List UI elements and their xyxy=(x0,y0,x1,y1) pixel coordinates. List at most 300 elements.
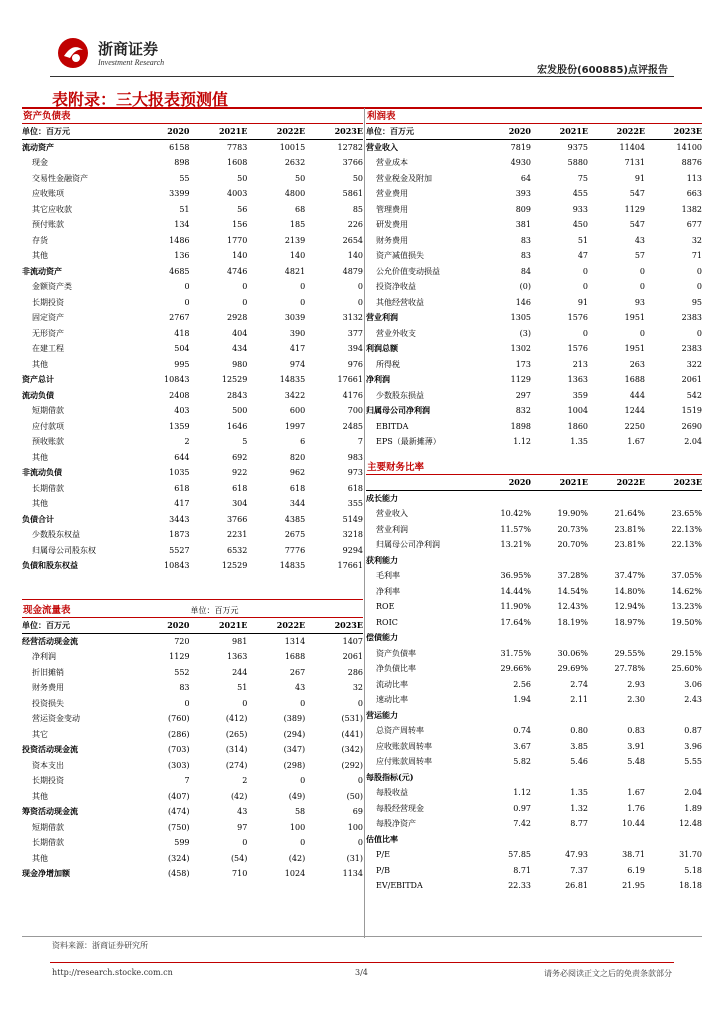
cell-value: 57.85 xyxy=(508,850,531,860)
cell-value: 3766 xyxy=(342,158,364,168)
cell-value: 18.18 xyxy=(679,881,702,891)
cell-value: 0.87 xyxy=(684,726,702,736)
row-label: 长期借款 xyxy=(32,483,64,493)
cell-value: (49) xyxy=(288,791,306,801)
cell-value: (303) xyxy=(168,760,190,770)
table-row xyxy=(22,543,363,559)
report-title: 宏发股份(600885)点评报告 xyxy=(537,65,668,76)
cell-value: 359 xyxy=(572,390,588,400)
table-row xyxy=(366,403,702,419)
row-label: 营业费用 xyxy=(376,189,408,199)
table-row xyxy=(22,171,363,187)
cell-value: 504 xyxy=(174,344,190,354)
cell-value: (314) xyxy=(225,745,248,755)
cell-value: 5880 xyxy=(567,158,588,168)
table-row xyxy=(22,773,363,789)
cell-value: 37.05% xyxy=(671,571,702,581)
row-label: 投资活动现金流 xyxy=(22,744,78,755)
cell-value: 1873 xyxy=(169,530,190,540)
table-row xyxy=(366,801,702,817)
cell-value: 75 xyxy=(577,173,588,183)
cell-value: 1363 xyxy=(567,375,588,385)
cell-value: (42) xyxy=(288,853,306,863)
cell-value: 5.46 xyxy=(570,757,588,767)
cell-value: 1363 xyxy=(227,652,248,662)
row-label: 营业税金及附加 xyxy=(376,173,432,183)
cell-value: 32 xyxy=(352,683,364,693)
cell-value: 140 xyxy=(289,251,306,261)
row-label: 归属母公司股东权 xyxy=(32,545,96,555)
cell-value: 1314 xyxy=(284,636,306,646)
cell-value: 23.81% xyxy=(614,540,645,550)
table-row xyxy=(366,692,702,708)
cell-value: 974 xyxy=(289,359,306,369)
table-row xyxy=(22,403,363,419)
cell-value: 809 xyxy=(515,204,531,214)
table-row xyxy=(22,835,363,851)
table-row xyxy=(366,770,702,786)
cell-value: 10843 xyxy=(164,375,190,385)
cell-value: 0 xyxy=(582,328,588,338)
cell-value: 7131 xyxy=(624,158,645,168)
cell-value: 1129 xyxy=(169,652,190,662)
cell-value: 677 xyxy=(686,220,702,230)
row-label: 投资净收益 xyxy=(376,282,416,292)
year-label: 2021E xyxy=(559,476,588,487)
table-row xyxy=(22,326,363,342)
cell-value: 2654 xyxy=(342,235,364,245)
row-label: 营运能力 xyxy=(366,709,398,720)
cell-value: 2485 xyxy=(342,421,364,431)
cell-value: 140 xyxy=(347,251,364,261)
table-row xyxy=(366,202,702,218)
table-row xyxy=(22,820,363,836)
cell-value: 3.91 xyxy=(627,741,645,751)
table-row xyxy=(22,804,363,820)
row-label: 流动资产 xyxy=(22,141,54,152)
cell-value: (407) xyxy=(168,791,190,801)
table-row xyxy=(22,357,363,373)
cell-value: 1302 xyxy=(510,344,531,354)
cell-value: 0 xyxy=(184,282,190,292)
cell-value: 5.82 xyxy=(513,757,531,767)
cell-value: 22.13% xyxy=(671,540,702,550)
cell-value: 1.76 xyxy=(627,803,645,813)
table-title: 主要财务比率 xyxy=(366,461,702,475)
table-row xyxy=(22,450,363,466)
cell-value: 12.48 xyxy=(679,819,702,829)
cell-value: (389) xyxy=(283,714,306,724)
cell-value: 185 xyxy=(289,220,306,230)
year-label: 2020 xyxy=(167,125,190,136)
ratios-table xyxy=(366,461,702,894)
footer-url[interactable]: http://research.stocke.com.cn xyxy=(52,968,173,977)
table-title xyxy=(22,604,363,618)
cell-value: 2231 xyxy=(227,530,248,540)
cell-value: 173 xyxy=(515,359,531,369)
table-row xyxy=(22,419,363,435)
cell-value: 0 xyxy=(300,776,306,786)
table-row xyxy=(366,739,702,755)
cell-value: 599 xyxy=(174,838,190,848)
cell-value: 18.19% xyxy=(557,617,588,627)
cell-value: 1407 xyxy=(342,636,363,646)
table-row xyxy=(366,584,702,600)
cell-value: 0 xyxy=(639,266,645,276)
row-label: 每股经营现金 xyxy=(376,803,424,813)
year-label: 2022E xyxy=(276,125,306,136)
cell-value: 83 xyxy=(179,683,190,693)
table-row xyxy=(22,217,363,233)
cell-value: 263 xyxy=(629,359,645,369)
section-divider xyxy=(22,599,363,600)
row-label: 固定资产 xyxy=(32,313,64,323)
cell-value: 1519 xyxy=(681,406,702,416)
table-row xyxy=(366,248,702,264)
cell-value: 663 xyxy=(686,189,702,199)
cell-value: 500 xyxy=(232,406,248,416)
table-row xyxy=(366,233,702,249)
cell-value: 51 xyxy=(237,683,248,693)
cell-value: 83 xyxy=(520,251,531,261)
table-row xyxy=(366,279,702,295)
cell-value: 2675 xyxy=(284,530,306,540)
cell-value: 17661 xyxy=(337,561,363,571)
cell-value: 64 xyxy=(520,173,531,183)
cell-value: 644 xyxy=(174,452,190,462)
table-row xyxy=(22,789,363,805)
table-row xyxy=(366,708,702,724)
cell-value: 58 xyxy=(294,807,306,817)
row-label: 营业利润 xyxy=(366,312,398,323)
cell-value: 0.74 xyxy=(513,726,531,736)
cell-value: 8876 xyxy=(681,158,702,168)
cell-value: 1129 xyxy=(510,375,531,385)
cell-value: 5861 xyxy=(342,189,364,199)
cell-value: 0.83 xyxy=(627,726,645,736)
cell-value: 43 xyxy=(295,683,306,693)
table-row xyxy=(22,851,363,867)
cell-value: 2250 xyxy=(624,421,645,431)
table-row xyxy=(366,295,702,311)
table-row xyxy=(366,785,702,801)
table-row xyxy=(366,186,702,202)
cell-value: 3.06 xyxy=(684,679,702,689)
cell-value: 0 xyxy=(582,266,588,276)
cell-value: 4003 xyxy=(227,189,248,199)
cell-value: 3039 xyxy=(284,313,306,323)
cell-value: (474) xyxy=(167,807,190,817)
row-label: 其他 xyxy=(32,251,48,261)
cell-value: 980 xyxy=(232,359,248,369)
row-label: 其他 xyxy=(32,499,48,509)
cell-value: 3218 xyxy=(342,530,364,540)
table-row xyxy=(22,680,363,696)
cell-value: 51 xyxy=(179,204,190,214)
cell-value: 0 xyxy=(184,698,190,708)
page-number: 3/4 xyxy=(355,968,368,977)
cell-value: 3.67 xyxy=(513,741,531,751)
cell-value: 71 xyxy=(691,251,702,261)
cell-value: 8.77 xyxy=(570,819,588,829)
cell-value: 7783 xyxy=(226,142,248,152)
row-label: 营业成本 xyxy=(376,158,408,168)
cell-value: 8.71 xyxy=(513,865,531,875)
cell-value: 394 xyxy=(347,344,364,354)
row-label: 少数股东权益 xyxy=(32,530,80,540)
cell-value: 2408 xyxy=(169,390,190,400)
row-label: 流动负债 xyxy=(22,389,54,400)
cell-value: 14100 xyxy=(676,142,702,152)
cell-value: 97 xyxy=(237,822,248,832)
cell-value: (342) xyxy=(341,745,363,755)
cell-value: 1359 xyxy=(169,421,190,431)
cell-value: 37.47% xyxy=(614,571,645,581)
unit-label: 单位：百万元 xyxy=(22,619,70,630)
title-divider xyxy=(22,107,702,109)
row-label: 资产减值损失 xyxy=(376,251,424,261)
cell-value: 1688 xyxy=(624,375,645,385)
table-row xyxy=(22,758,363,774)
table-row xyxy=(366,217,702,233)
cell-value: 6532 xyxy=(227,545,248,555)
cell-value: 1688 xyxy=(284,652,306,662)
cell-value: 0 xyxy=(242,297,248,307)
cell-value: 5.55 xyxy=(684,757,702,767)
table-row xyxy=(366,599,702,615)
cell-value: 976 xyxy=(347,359,364,369)
cell-value: 31.70 xyxy=(679,850,702,860)
row-label: 流动比率 xyxy=(376,679,408,689)
cell-value: 100 xyxy=(347,822,364,832)
cell-value: (531) xyxy=(341,714,364,724)
row-label: 应收账款周转率 xyxy=(376,741,432,751)
cell-value: 85 xyxy=(352,204,364,214)
cell-value: 146 xyxy=(515,297,531,307)
row-label: ROE xyxy=(376,602,395,612)
cell-value: 10.42% xyxy=(500,509,531,519)
cell-value: 1486 xyxy=(169,235,190,245)
cell-value: 69 xyxy=(352,807,363,817)
cell-value: 404 xyxy=(232,328,248,338)
cell-value: 4930 xyxy=(510,158,531,168)
cell-value: 0 xyxy=(357,297,364,307)
cell-value: 4385 xyxy=(284,514,306,524)
table-title: 资产负债表 xyxy=(22,110,363,124)
cash-flow-table xyxy=(22,604,363,882)
cell-value: 2690 xyxy=(681,421,702,431)
row-label: 财务费用 xyxy=(32,683,64,693)
table-row xyxy=(366,388,702,404)
row-label: 利润总额 xyxy=(366,343,398,354)
cell-value: 20.73% xyxy=(557,524,588,534)
cell-value: 1035 xyxy=(169,468,190,478)
table-row xyxy=(366,506,702,522)
table-row xyxy=(366,816,702,832)
unit-label: 单位：百万元 xyxy=(22,125,70,136)
cell-value: 2061 xyxy=(681,375,702,385)
table-row xyxy=(366,723,702,739)
cell-value: 1382 xyxy=(681,204,702,214)
cell-value: 25.60% xyxy=(671,664,702,674)
row-label: 现金净增加额 xyxy=(22,868,70,879)
row-label: 营运资金变动 xyxy=(32,714,80,724)
cell-value: 37.28% xyxy=(557,571,588,581)
cell-value: 3422 xyxy=(284,390,306,400)
row-label: 其他 xyxy=(32,452,48,462)
year-label: 2023E xyxy=(673,125,702,136)
cell-value: 1.67 xyxy=(627,788,645,798)
row-label: 估值比率 xyxy=(366,833,398,844)
cell-value: 50 xyxy=(295,173,306,183)
cell-value: 11.57% xyxy=(500,524,531,534)
row-label: 资本支出 xyxy=(32,760,64,770)
source-note: 资料来源：浙商证券研究所 xyxy=(52,941,148,950)
cell-value: 55 xyxy=(179,173,190,183)
cell-value: 1.35 xyxy=(570,788,588,798)
table-header xyxy=(366,124,702,140)
cell-value: 1646 xyxy=(227,421,248,431)
cell-value: 113 xyxy=(686,173,702,183)
cell-value: 7.37 xyxy=(570,865,588,875)
row-label: P/E xyxy=(376,850,390,860)
row-label: 公允价值变动损益 xyxy=(376,266,440,276)
row-label: 短期借款 xyxy=(32,406,64,416)
cell-value: 1134 xyxy=(342,869,363,879)
cell-value: 0 xyxy=(357,698,364,708)
table-row xyxy=(366,155,702,171)
cell-value: 0 xyxy=(696,282,702,292)
cell-value: 22.13% xyxy=(671,524,702,534)
cell-value: 4176 xyxy=(342,390,363,400)
cell-value: 0 xyxy=(696,328,702,338)
cell-value: 83 xyxy=(520,235,531,245)
header-divider xyxy=(50,76,674,77)
row-label: 预付账款 xyxy=(32,220,64,230)
row-label: 应付账款周转率 xyxy=(376,757,432,767)
row-label: 负债合计 xyxy=(22,513,54,524)
cell-value: 50 xyxy=(352,173,364,183)
cell-value: 4800 xyxy=(284,189,306,199)
row-label: 在建工程 xyxy=(32,344,64,354)
cell-value: 27.78% xyxy=(614,664,645,674)
year-label: 2022E xyxy=(276,619,306,630)
cell-value: 1.12 xyxy=(513,788,531,798)
row-label: 长期借款 xyxy=(32,838,64,848)
year-label: 2020 xyxy=(508,476,531,487)
cell-value: 322 xyxy=(686,359,702,369)
cell-value: 9375 xyxy=(567,142,588,152)
cell-value: 418 xyxy=(174,328,190,338)
table-row xyxy=(366,326,702,342)
cell-value: 1860 xyxy=(567,421,588,431)
cell-value: 1244 xyxy=(624,406,645,416)
cell-value: 720 xyxy=(174,636,190,646)
cell-value: 2383 xyxy=(681,344,702,354)
cell-value: 0 xyxy=(696,266,702,276)
table-row xyxy=(366,264,702,280)
cell-value: 0 xyxy=(582,282,588,292)
row-label: 长期投资 xyxy=(32,776,64,786)
cell-value: 962 xyxy=(289,468,306,478)
cell-value: 355 xyxy=(347,499,364,509)
table-row xyxy=(366,357,702,373)
cell-value: 898 xyxy=(174,158,190,168)
cell-value: 3.96 xyxy=(684,741,702,751)
cell-value: 710 xyxy=(232,869,248,879)
footer-disclaimer: 请务必阅读正文之后的免责条款部分 xyxy=(544,969,672,978)
row-label: 净利润 xyxy=(32,652,56,662)
cell-value: 13.23% xyxy=(671,602,702,612)
row-label: 其他 xyxy=(32,853,48,863)
cell-value: 618 xyxy=(347,483,364,493)
row-label: 其他 xyxy=(32,359,48,369)
row-label: 负债和股东权益 xyxy=(22,560,78,571)
cell-value: (54) xyxy=(230,853,248,863)
cell-value: (3) xyxy=(519,328,531,338)
cell-value: 0 xyxy=(242,282,248,292)
cell-value: 1951 xyxy=(624,313,645,323)
cell-value: 304 xyxy=(232,499,248,509)
cell-value: 2843 xyxy=(226,390,248,400)
table-row xyxy=(366,661,702,677)
cell-value: 933 xyxy=(572,204,588,214)
row-label: 总资产周转率 xyxy=(376,726,424,736)
cell-value: 21.64% xyxy=(614,509,645,519)
cell-value: 26.81 xyxy=(565,881,588,891)
row-label: 速动比率 xyxy=(376,695,408,705)
cell-value: 30.06% xyxy=(557,648,588,658)
cell-value: 2061 xyxy=(342,652,364,662)
cell-value: 43 xyxy=(237,807,248,817)
cell-value: (42) xyxy=(230,791,248,801)
table-row xyxy=(366,568,702,584)
row-label: 资产总计 xyxy=(22,374,54,385)
row-label: 研发费用 xyxy=(376,220,408,230)
row-label: P/B xyxy=(376,865,390,875)
table-row xyxy=(22,295,363,311)
cell-value: 2.30 xyxy=(627,695,645,705)
table-row xyxy=(22,512,363,528)
cell-value: 38.71 xyxy=(622,850,645,860)
cell-value: 2632 xyxy=(284,158,306,168)
row-label: 应收账项 xyxy=(32,189,64,199)
cell-value: 12.94% xyxy=(614,602,645,612)
row-label: 少数股东损益 xyxy=(376,390,424,400)
row-label: 筹资活动现金流 xyxy=(22,806,78,817)
cell-value: (274) xyxy=(225,760,248,770)
row-label: 金额资产类 xyxy=(32,282,72,292)
cell-value: 7819 xyxy=(510,142,531,152)
table-row xyxy=(366,630,702,646)
cell-value: 32 xyxy=(691,235,702,245)
row-label: 投资损失 xyxy=(32,698,64,708)
table-title: 利润表 xyxy=(366,110,702,124)
cell-value: 286 xyxy=(347,667,364,677)
cell-value: 4746 xyxy=(226,266,248,276)
cell-value: 3132 xyxy=(342,313,364,323)
table-row xyxy=(22,465,363,481)
cell-value: 5.48 xyxy=(627,757,645,767)
row-label: 折旧摊销 xyxy=(32,667,64,677)
cell-value: (294) xyxy=(283,729,306,739)
cell-value: 0.80 xyxy=(570,726,588,736)
cell-value: (50) xyxy=(346,791,364,801)
cell-value: 2 xyxy=(184,437,190,447)
cell-value: 922 xyxy=(232,468,248,478)
cell-value: 1898 xyxy=(510,421,531,431)
cell-value: 9294 xyxy=(342,545,364,555)
